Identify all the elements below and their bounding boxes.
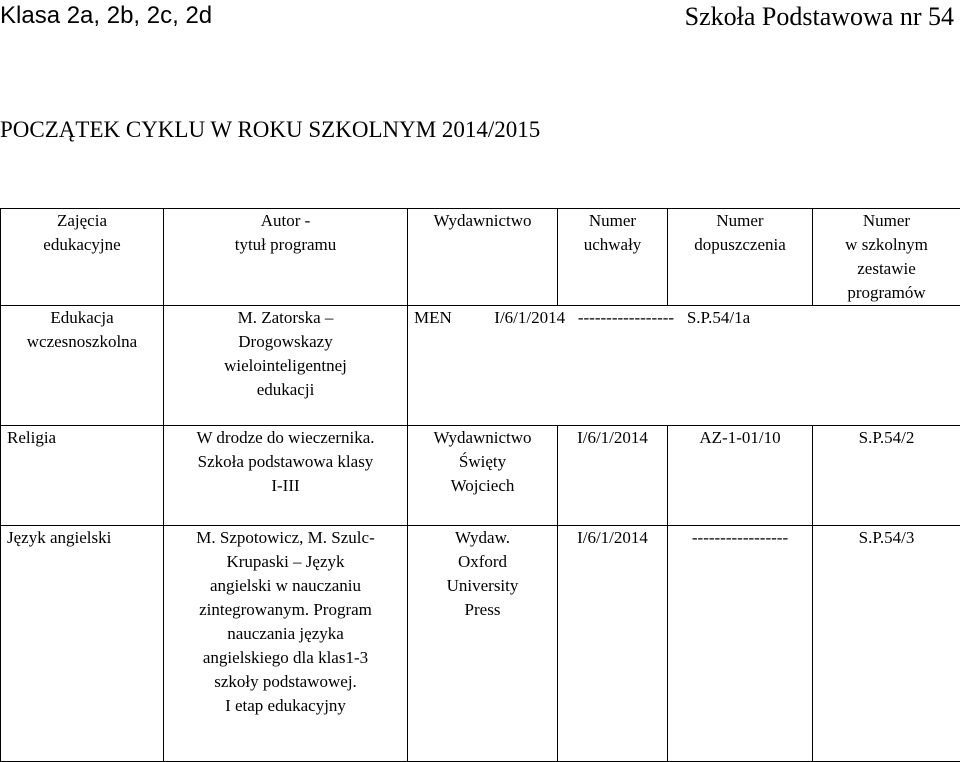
text-line: University [414, 574, 551, 598]
text-line: Wydawnictwo [414, 426, 551, 450]
text-line: zestawie [819, 257, 954, 281]
header-publisher [408, 209, 558, 306]
cell-approval: ----------------- [668, 526, 813, 762]
program-table [0, 208, 960, 762]
text-line: Szkoła podstawowa klasy [170, 450, 401, 474]
text-line: Wydaw. [414, 526, 551, 550]
text-line: wczesnoszkolna [7, 330, 157, 354]
text-line: zintegrowanym. Program [170, 598, 401, 622]
text-line: programów [819, 281, 954, 305]
table-row [1, 426, 960, 526]
cell-approval: AZ-1-01/10 [668, 426, 813, 526]
cell-subject [1, 426, 164, 526]
text-line: Numer [819, 209, 954, 233]
text-line: Drogowskazy [170, 330, 401, 354]
text-line: I-III [170, 474, 401, 498]
text-line: angielski w nauczaniu [170, 574, 401, 598]
text-line: edukacyjne [7, 233, 157, 257]
header-author [164, 209, 408, 306]
text-line: wielointeligentnej [170, 354, 401, 378]
document-title: POCZĄTEK CYKLU W ROKU SZKOLNYM 2014/2015 [0, 117, 540, 143]
text-line: W drodze do wieczernika. [170, 426, 401, 450]
cell-author [164, 426, 408, 526]
text-line: I etap edukacyjny [170, 694, 401, 718]
cell-publisher [408, 426, 558, 526]
cell-school-number: S.P.54/2 [813, 426, 960, 526]
text-line: Numer [674, 209, 806, 233]
text-line: szkoły podstawowej. [170, 670, 401, 694]
cell-publisher [408, 526, 558, 762]
text-line: Autor - [170, 209, 401, 233]
cell-subject [1, 526, 164, 762]
cell-resolution: I/6/1/2014 [558, 526, 668, 762]
text-line: Numer [564, 209, 661, 233]
school-name: Szkoła Podstawowa nr 54 [685, 2, 954, 32]
cell-combined: MEN I/6/1/2014 ----------------- S.P.54/1a [408, 306, 960, 426]
text-line: Wydawnictwo [414, 209, 551, 233]
text-line: angielskiego dla klas1-3 [170, 646, 401, 670]
text-line: Język angielski [7, 526, 157, 550]
text-line: Święty [414, 450, 551, 474]
text-line: edukacji [170, 378, 401, 402]
text-line: uchwały [564, 233, 661, 257]
text-line: Krupaski – Język [170, 550, 401, 574]
text-line: tytuł programu [170, 233, 401, 257]
cell-subject [1, 306, 164, 426]
text-line: M. Zatorska – [170, 306, 401, 330]
header-resolution [558, 209, 668, 306]
text-line: Zajęcia [7, 209, 157, 233]
cell-author [164, 306, 408, 426]
text-line: Wojciech [414, 474, 551, 498]
text-line: Religia [7, 426, 157, 450]
cell-resolution: I/6/1/2014 [558, 426, 668, 526]
text-line: Oxford [414, 550, 551, 574]
header-subject [1, 209, 164, 306]
text-line: Press [414, 598, 551, 622]
text-line: M. Szpotowicz, M. Szulc- [170, 526, 401, 550]
table-row [1, 306, 960, 426]
table-row [1, 526, 960, 762]
cell-school-number: S.P.54/3 [813, 526, 960, 762]
header-approval [668, 209, 813, 306]
table-header-row [1, 209, 960, 306]
text-line: dopuszczenia [674, 233, 806, 257]
class-list: Klasa 2a, 2b, 2c, 2d [0, 2, 212, 30]
text-line: Edukacja [7, 306, 157, 330]
text-line: w szkolnym [819, 233, 954, 257]
text-line: nauczania języka [170, 622, 401, 646]
cell-author [164, 526, 408, 762]
header-school-number [813, 209, 960, 306]
